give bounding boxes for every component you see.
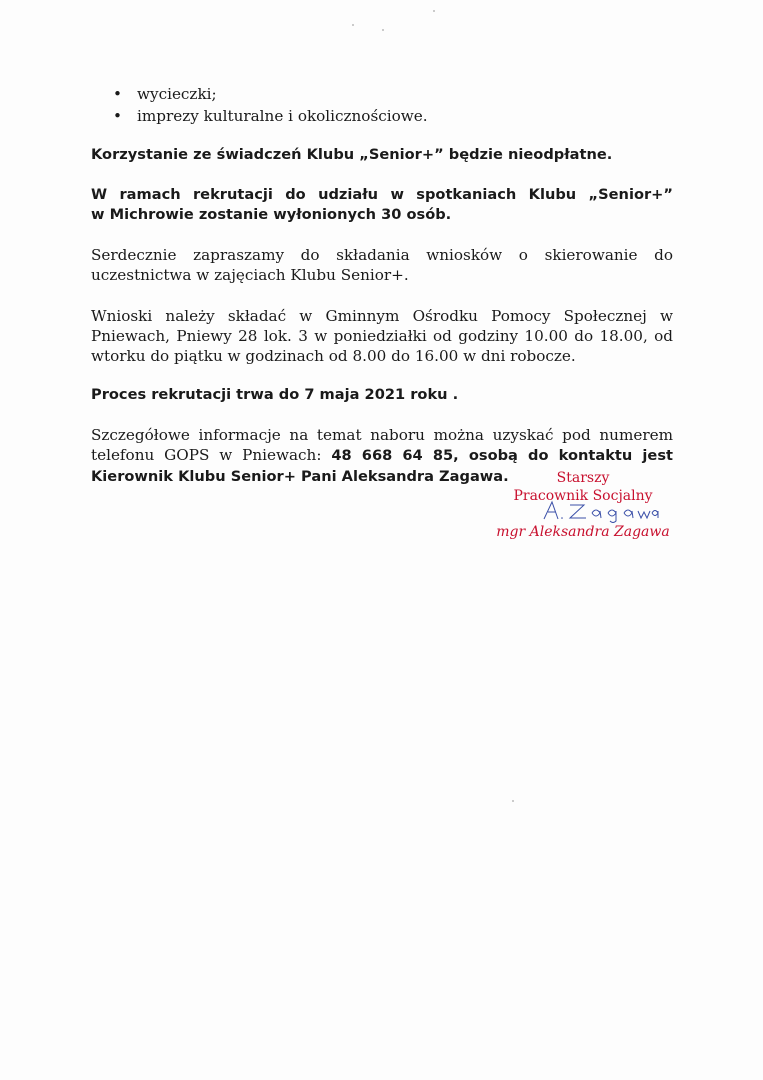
bullet-icon: •: [113, 85, 122, 103]
scan-speck: [352, 24, 354, 26]
list-item-text: imprezy kulturalne i okolicznościowe.: [137, 107, 428, 125]
activity-list: [91, 84, 673, 128]
scan-speck: [512, 800, 514, 802]
contact-text: Szczegółowe informacje na temat naboru można uzyskać pod numerem telefonu GOPS w Pniewach:: [91, 426, 673, 464]
recruitment-deadline: Proces rekrutacji trwa do 7 maja 2021 roku .: [91, 386, 459, 403]
free-of-charge-notice: Korzystanie ze świadczeń Klubu „Senior+” będzie nieodpłatne.: [91, 146, 613, 163]
stamp-line-name: mgr Aleksandra Zagawa: [496, 524, 670, 540]
list-item-text: wycieczki;: [137, 85, 217, 103]
recruitment-line-2: w Michrowie zostanie wyłonionych 30 osób.: [91, 206, 452, 223]
handwritten-signature: [540, 499, 660, 523]
list-item: [91, 84, 673, 106]
recruitment-notice: [91, 185, 673, 225]
letter-body: [91, 84, 673, 487]
stamp-line-position: Pracownik Socjalny: [513, 488, 653, 504]
application-info-paragraph: Wnioski należy składać w Gminnym Ośrodku Pomocy Społecznej w Pniewach, Pniewy 28 lok. 3 w poniedziałki od godziny 10.00 do 18.00, od wtorku do piątku w godzinach od 8.00 do 16.00 w dni robocze.: [91, 307, 673, 365]
bullet-icon: •: [113, 107, 122, 125]
signature-stamp: [488, 469, 678, 541]
list-item: [91, 106, 673, 128]
stamp-line-title: Starszy: [556, 470, 610, 486]
invitation-paragraph: Serdecznie zapraszamy do składania wniosków o skierowanie do uczestnictwa w zajęciach Klubu Senior+.: [91, 246, 673, 284]
scan-speck: [433, 10, 435, 12]
scan-speck: [382, 29, 384, 31]
contact-phone-person: 48 668 64 85, osobą do kontaktu jest Kierownik Klubu Senior+ Pani Aleksandra Zagawa.: [91, 447, 673, 485]
recruitment-line-1: W ramach rekrutacji do udziału w spotkaniach Klubu „Senior+”: [91, 186, 673, 203]
